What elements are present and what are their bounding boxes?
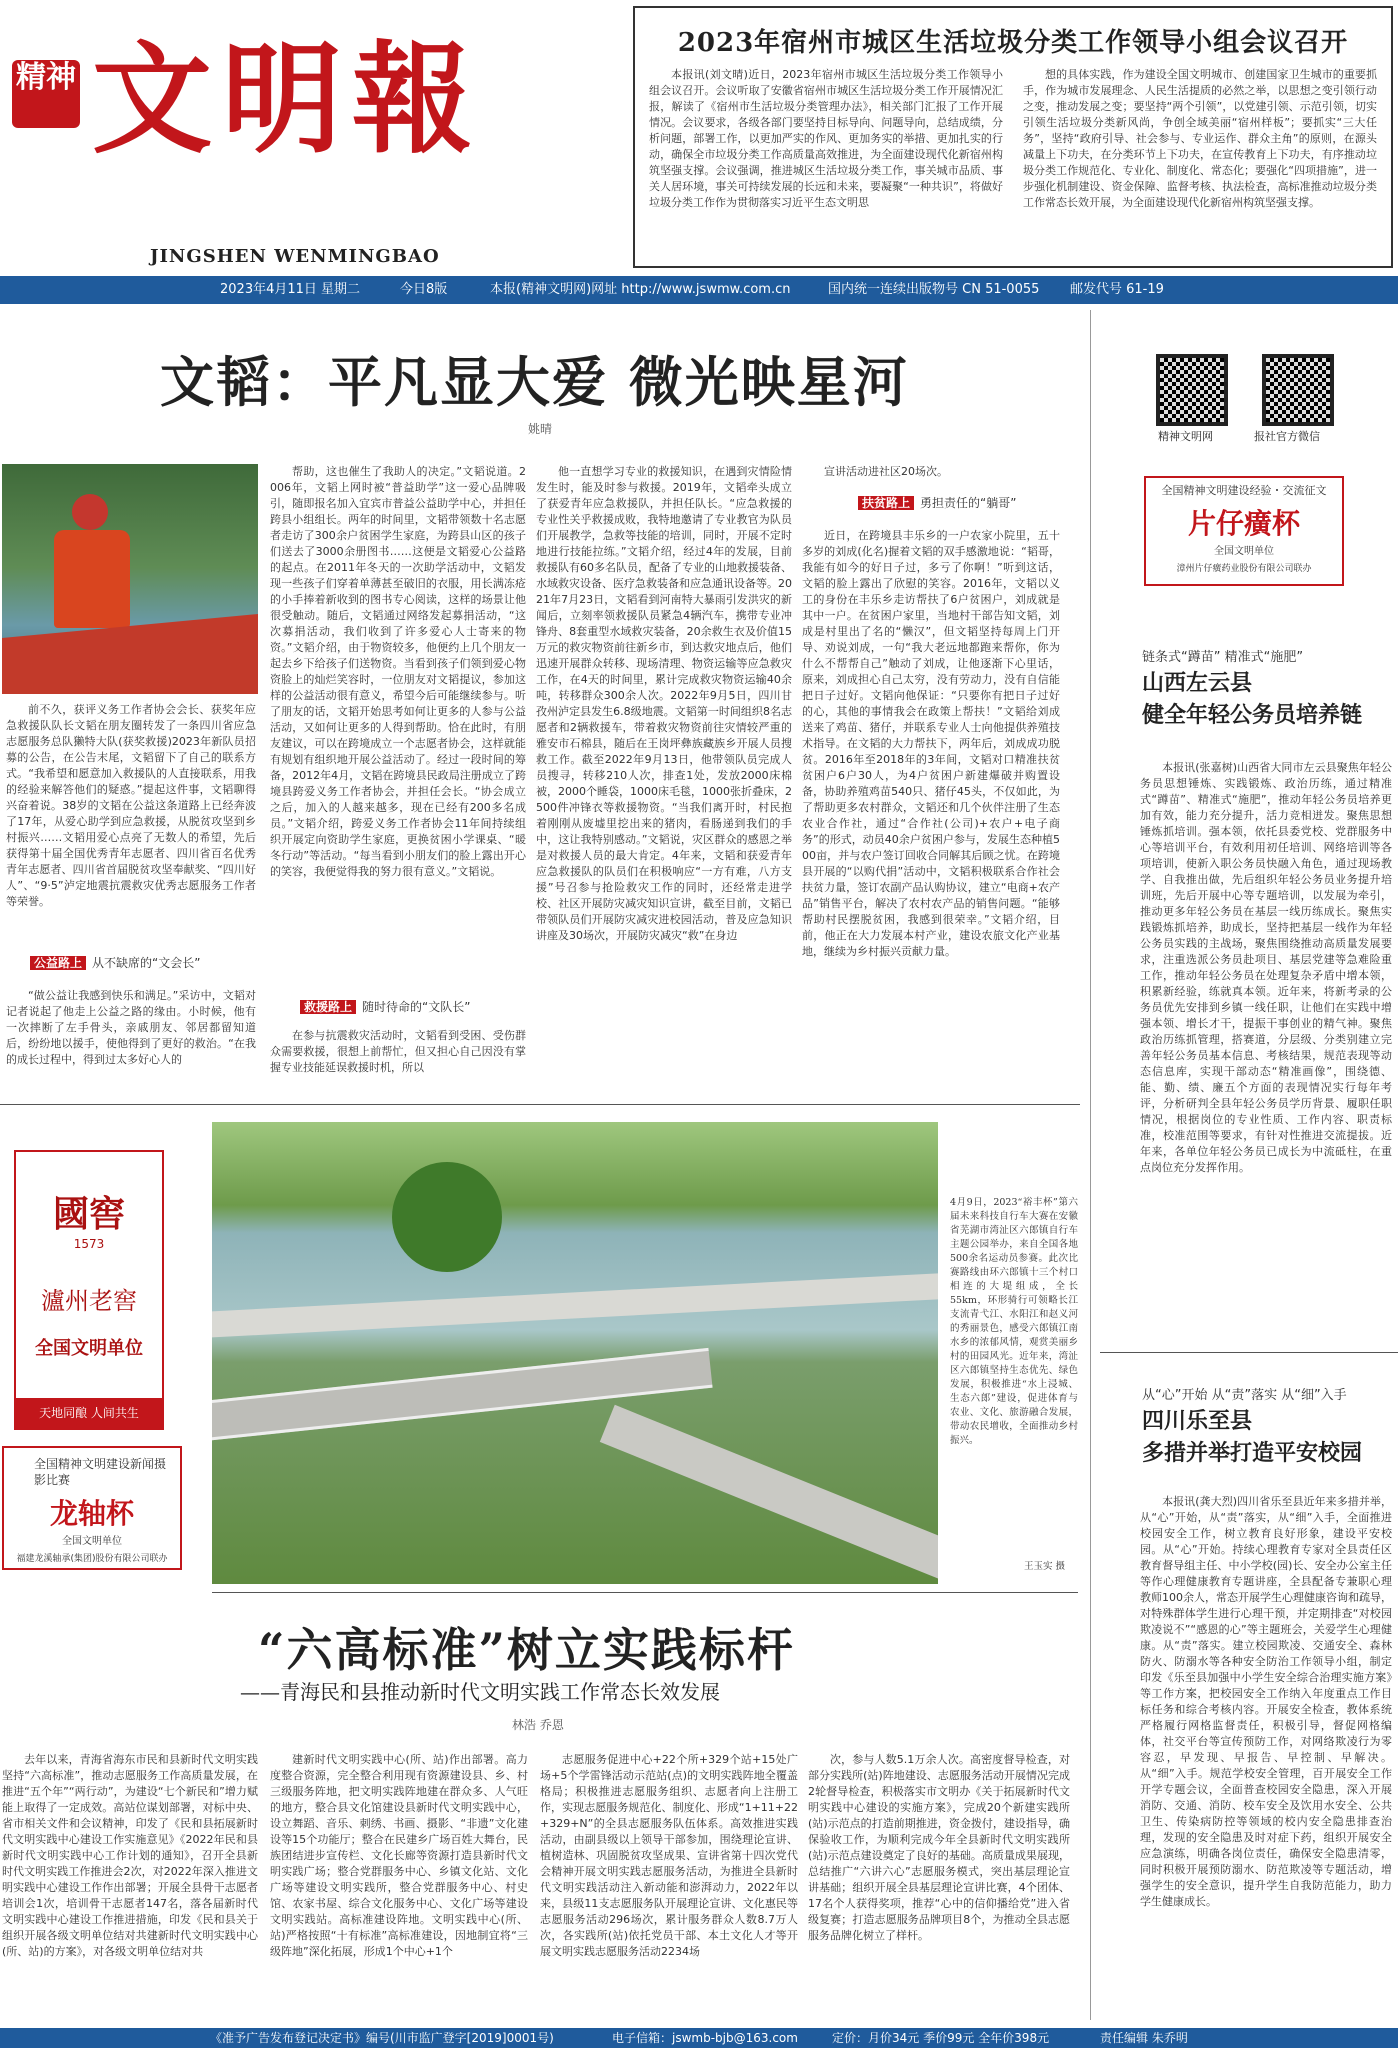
ad-pianzaihuang[interactable] [1144, 476, 1344, 586]
upper-path [212, 1271, 938, 1340]
section-divider-2 [212, 1592, 1078, 1593]
page-count: 今日8版 [400, 282, 448, 297]
main-photo [2, 464, 258, 694]
sub1-heading: 公益路上 从不缺席的“文会长” [30, 954, 200, 972]
sub3-heading: 扶贫路上 勇担责任的“躺哥” [858, 494, 1016, 512]
side-story2-title2: 多措并举打造平安校园 [1142, 1441, 1363, 1466]
issue-date: 2023年4月11日 星期二 [220, 282, 361, 297]
qr-code-wechat[interactable] [1262, 354, 1334, 426]
main-col-4: 宣讲活动进社区20场次。 [824, 465, 948, 478]
qr2-label: 报社官方微信 [1254, 430, 1320, 443]
main-col-4b: 近日，在跨境县丰乐乡的一户农家小院里，五十多岁的刘成(化名)握着文韬的双手感激地说：“韬哥，我能有如今的好日子过，多亏了你啊！”听到这话，文韬的脸上露出了欣慰的笑容。2016年，文韬以义工的身份在丰乐乡走访帮扶了6户贫困户，刘成就是其中一户。在贫困户家里，当地村干部告知文韬，刘成是村里出了名的“懒汉”，但文韬坚持每周上门开导、劝说刘成，一句“我大老远地都跑来帮你，你为什么不帮帮自己”触动了刘成，让他逐渐下心里话，原来，刘成担心自己太穷，没有劳动力，没有自信能把日子过好。文韬向他保证：“只要你有把日子过好的心，其他的事情我会在政策上帮扶！”文韬给刘成送来了鸡苗、猪仔，并联系专业人士向他提供养殖技术指导。在文韬的大力帮扶下，两年后，刘成成功脱贫。2016年至2018年的3年间，文韬对口精准扶贫贫困户6户30人，为4户贫困户新建爆破并购置设备，协助养殖鸡苗540只、猪仔45头，不仅如此，为了帮助更多农村群众，文韬还和几个伙伴注册了生态农业合作社，通过“合作社(公司)+农户+电子商务”的形式，动员40余户贫困户参与，发展生态种植500亩，并与农户签订回收合同解其后顾之忧。在跨境县开展的“以购代捐”活动中，文韬积极联系合作社会扶贫力量，签订农副产品认购协议，建立“电商+农产品”销售平台，解决了农村农产品的销售问题。“能够帮助村民摆脱贫困，我感到很荣幸。”文韬介绍，目前，他正在大力发展本村产业，建设农旅文化产业基地，继续为乡村振兴贡献力量。 [802, 529, 1060, 958]
top-news-title: 2023年宿州市城区生活垃圾分类工作领导小组会议召开 [677, 28, 1349, 58]
ad-longzhou[interactable] [2, 1446, 182, 1570]
qr-code-website[interactable] [1156, 354, 1228, 426]
cycling-photo [212, 1122, 938, 1584]
main-col-3: 他一直想学习专业的救援知识，在遇到灾情险情发生时，能及时参与救援。2019年，文韬牵头成立了获爱青年应急救援队，并担任队长。“应急救援的专业性关乎救援成败，我特地邀请了专业教官为队员们开展教学，急救等技能的培训，同时，开展不定时地进行技能拉练。”文韬介绍，经过4年的发展，目前救援队有60多名队员，配备了专业的山地救援装备、水域救灾设备、医疗急救装备和应急通讯设备等。2021年7月23日，文韬看到河南特大暴雨引发洪灾的新闻后，立刻率领救援队员紧急4辆汽车，携带专业冲锋舟、8套重型水域救灾装备，20余救生衣及价值15万元的救灾物资前往新乡市，到达救灾地点后，他们迅速开展群众转移、现场清理、物资运输等应急救灾工作，在4天的时间里，累计完成救灾物资运输40余吨，转移群众300余人次。2022年9月5日，四川甘孜州泸定县发生6.8级地震。文韬第一时间组织8名志愿者和2辆救援车，带着救灾物资前往灾情较严重的雅安市石棉县，随后在王岗坪彝族藏族乡开展人员搜救工作。截至2022年9月13日，他带领队员完成人员搜寻，转移210人次，排查1处，发放2000床棉被，2000个睡袋，1000床毛毯，1000张折叠床，2500件冲锋衣等救援物资。“当我们离开时，村民抱着刚刚从废墟里挖出来的猪肉，看肠递到我们的手中，这让我特别感动。”文韬说，灾区群众的感恩之举是对救援人员的最大肯定。4年来，文韬和获爱青年应急救援队的队员们在积极响应“一方有难，八方支援”号召参与抢险救灾工作的同时，还经常走进学校、社区开展防灾减灾知识宣讲，截至目前，文韬已带领队员们开展防灾减灾进校园活动，普及应急知识讲座及30场次，开展防灾减灾“救”在身边 [536, 465, 792, 942]
ad-guojiao[interactable] [14, 1150, 164, 1430]
rescuer-helmet [72, 494, 108, 530]
ad2-unit: 全国文明单位 [35, 1338, 143, 1359]
ad2-year: 1573 [73, 1237, 105, 1251]
sidebar-rule [1090, 310, 1091, 2020]
top-news-col-1: 本报讯(刘文晴)近日，2023年宿州市城区生活垃圾分类工作领导小组会议召开。会议听取了安徽省宿州市城区生活垃圾分类工作开展情况汇报，解读了《宿州市生活垃圾分类管理办法》，相关部门汇报了工作开展情况。会议要求，各级各部门要坚持目标导向、问题导向，总结成绩，分析问题，部署工作，以更加严实的作风、更加务实的举措、更加扎实的行动，确保全市垃圾分类工作高质量高效推进，为全面建设现代化新宿州构筑坚强支撑。会议强调，推进城区生活垃圾分类工作，事关城市品质、事关人居环境，事关可持续发展的长远和未来，要凝聚“一种共识”，将做好垃圾分类工作作为贯彻落实习近平生态文明思 [649, 68, 1003, 209]
footer-license: 《准予广告发布登记决定书》编号(川市监广登字[2019]0001号) [210, 2031, 554, 2045]
side-story1-kicker: 链条式“蹲苗” 精准式“施肥” [1142, 650, 1304, 665]
side-story2-kicker: 从“心”开始 从“责”落实 从“细”入手 [1142, 1388, 1347, 1403]
ad2-brand: 國窖 [52, 1193, 125, 1235]
second-subtitle: ——青海民和县推动新时代文明实践工作常态长效发展 [240, 1680, 720, 1704]
main-col-1: 前不久，获评义务工作者协会会长、获奖年应急救援队队长文韬在朋友圈转发了一条四川省应急志愿服务总队獭特大队(获奖救援)2023年新队员招募的公告，在公告末尾，文韬留下了自己的联系方式。“我希望和愿意加入救援队的人直接联系，用我的经验来解答他们的疑惑。”提起这件事，文韬聊得兴奋着说。38岁的文韬在公益这条道路上已经奔波了17年，从爱心助学到应急救援，从脱贫攻坚到乡村振兴……文韬用爱心点亮了无数人的希望，先后获得第十届全国优秀青年志愿者、四川省百名优秀青年志愿者、四川省首届脱贫攻坚奉献奖、“四川好人”、“9·5”泸定地震抗震救灾优秀志愿服务工作者等荣誉。 [6, 703, 256, 908]
main-col-2: 帮助，这也催生了我助人的决定。”文韬说道。2006年，文韬上网时被“普益助学”这一爱心品牌吸引，随即报名加入宜宾市普益公益助学中心，并担任跨县小组组长。两年的时间里，文韬带领数十名志愿者走访了300余户贫困学生家庭，为跨县山区的孩子们送去了3000余册图书……这便是文韬爱心公益路的起点。在2011年冬天的一次助学活动中，文韬发现一些孩子们穿着单薄甚至破旧的衣服，用长满冻疮的小手捧着新收到的图书专心阅读，这样的场景让他很受触动。随后，文韬通过网络发起募捐活动，“这次募捐活动，我们收到了许多爱心人士寄来的物资。”文韬介绍，由于物资较多，他便约上几个朋友一起去乡下给孩子们送物资。当看到孩子们领到爱心物资脸上的灿烂笑容时，一位朋友对文韬提议，参加这样的公益活动很有意义，希望今后可能继续参与。听了朋友的话，文韬开始思考如何让更多的人参与公益活动，又如何让更多的人得到帮助。恰在此时，有朋友建议，可以在跨境成立一个志愿者协会，这样就能有规划有组织地开展公益活动了。经过一段时间的筹备，2012年4月，文韬在跨境县民政局注册成立了跨境县跨爱义务工作者协会，并担任会长。“协会成立之后，加入的人越来越多，现在已经有200多名成员。”文韬介绍，跨爱义务工作者协会11年间持续组织开展定向资助学生家庭，更换贫困小学课桌、“暖冬行动”等活动。“每当看到小朋友们的脸上露出开心的笑容，我便觉得我的努力很有意义。”文韬说。 [270, 465, 526, 878]
footer-price: 定价：月价34元 季价99元 全年价398元 [832, 2031, 1050, 2045]
ad2-sub: 瀘州老窖 [41, 1287, 137, 1315]
website[interactable]: 本报(精神文明网)网址 http://www.jswmw.com.cn [490, 282, 791, 297]
photo-credit: 王玉实 摄 [1024, 1561, 1066, 1572]
masthead-logo [12, 60, 80, 128]
main-headline: 文韬：平凡显大爱 微光映星河 [160, 350, 909, 414]
postcode: 邮发代号 61-19 [1070, 282, 1164, 297]
second-col-2: 建新时代文明实践中心(所、站)作出部署。高力度整合资源，完全整合利用现有资源建设县、乡、村三级服务阵地，把文明实践阵地建在群众多、人气旺的地方，整合县文化馆建设县新时代文明实践中心，设立舞蹈、音乐、刺绣、书画、摄影、“非遗”文化建设等15个功能厅；整合在民建乡广场百姓大舞台，民族团结进步宣传栏、文化长廊等资源打造县新时代文明实践广场；整合党群服务中心、乡镇文化站、文化广场等建设文明实践所，整合党群服务中心、村史馆、农家书屋、综合文化服务中心、文化广场等建设文明实践站。高标准建设阵地。文明实践中心(所、站)严格按照“十有标准”高标准建设，因地制宜将“三级阵地”深化拓展，形成1个中心+1个 [270, 1753, 528, 1958]
ad3-top: 全国精神文明建设新闻摄影比赛 [34, 1457, 167, 1487]
section-divider-1 [0, 1104, 1080, 1105]
side-story1-title2: 健全年轻公务员培养链 [1142, 703, 1363, 728]
issn: 国内统一连续出版物号 CN 51-0055 [828, 282, 1040, 297]
top-news-col-2: 想的具体实践，作为建设全国文明城市、创建国家卫生城市的重要抓手，作为城市发展理念、人民生活提质的必然之举，以思想之变引领行动之变，推动发展之变；要坚持“两个引领”，以党建引领、示范引领，切实引领生活垃圾分类新风尚，争创全域美丽“宿州样板”；要抓实“三大任务”，坚持“政府引导、社会参与、专业运作、群众主角”的原则，在源头减量上下功夫，在分类环节上下功夫，在宣传教育上下功夫，有序推动垃圾分类工作规范化、专业化、制度化、常态化；要强化“四项措施”，进一步强化机制建设、资金保障、监督考核、执法检查，高标准推动垃圾分类工作常态长效开展，为全面建设现代化新宿州构筑坚强支撑。 [1023, 68, 1377, 209]
lower-path [600, 1405, 938, 1584]
ad2-slogan: 天地同酿 人间共生 [16, 1398, 162, 1428]
ad1-top: 全国精神文明建设经验・交流征文 [1161, 484, 1327, 497]
sub2-heading: 救援路上 随时待命的“文队长” [300, 998, 470, 1016]
side-story1-body: 本报讯(张嘉树)山西省大同市左云县聚焦年轻公务员思想锤炼、实践锻炼、政治历练，通过精准式“蹲苗”、精准式“施肥”，推动年轻公务员培养更加有效，能力充分提升，活力竞相迸发。聚焦思想锤炼抓培训。强本领，依托县委党校、党群服务中心等培训平台，有效利用初任培训、网络培训等各项培训，使新入职公务员快融入角色，通过现场教学、自我推出做，先后组织年轻公务员业务提升培训班，先后开展中心等专题培训，以发展为牵引，推动更多年轻公务员在基层一线历练成长。聚焦实践锻炼抓培养，助成长，坚持把基层一线作为年轻公务员实践的主战场，聚焦围绕推动高质量发展要求，注重选派公务员赴项目、基层党建等急难险重工作，推动年轻公务员在处理复杂矛盾中增本领，积累新经验，练就真本领。近年来，将新考录的公务员优先安排到乡镇一线任职，让他们在实践中增强本领、增长才干，提振干事创业的精气神。聚焦政治历练抓管理，搭赛道，分层级、分类别建立完善年轻公务员基本信息、考核结果，规范表现等动态信息库，实现干部动态“精准画像”，围绕德、能、勤、绩、廉五个方面的表现情况实行每年考评，分析研判全县年轻公务员学历背景、履职任职情况，根据岗位的专业性质、工作内容、职责标准，校准范围等要求，有针对性推进交流提拔。近年来，各单位年轻公务员已成长为中流砥柱，在重点岗位充分发挥作用。 [1140, 761, 1392, 1174]
side-story1-title1: 山西左云县 [1142, 671, 1253, 696]
ad1-unit: 全国文明单位 [1214, 546, 1274, 557]
masthead-title: 文明報 [92, 29, 482, 170]
ad1-brand: 片仔癀杯 [1187, 507, 1300, 540]
ad3-unit: 全国文明单位 [62, 1536, 122, 1547]
footer-email[interactable]: 电子信箱：jswmb-bjb@163.com [612, 2031, 798, 2045]
qr1-label: 精神文明网 [1158, 430, 1213, 443]
dateline-bar [0, 276, 1398, 304]
boat-hull [2, 614, 258, 694]
ad1-company: 漳州片仔癀药业股份有限公司联办 [1176, 564, 1312, 574]
second-author: 林浩 乔恩 [512, 1718, 564, 1732]
second-col-1: 去年以来，青海省海东市民和县新时代文明实践坚持“六高标准”，推动志愿服务工作高质量发展，在推进“五个年”“两行动”，为建设“七个新民和”增力赋能上取得了一定成效。高站位谋划部署，对标中央、省市相关文件和会议精神，印发了《民和县拓展新时代文明实践中心建设工作实施意见》《2022年民和县新时代文明实践中心工作计划的通知》，召开全县新时代文明实践工作推进会2次，对2022年深入推进文明实践中心建设工作作出部署；开展全县骨干志愿者培训会1次，培训骨干志愿者147名，落各届新时代文明实践中心建设工作推进措施，印发《民和县关于组织开展各级文明单位结对共建新时代文明实践中心(所、站)的方案》，对各级文明单位结对共 [2, 1753, 258, 1958]
main-col-1b: “做公益让我感到快乐和满足。”采访中，文韬对记者说起了他走上公益之路的缘由。小时候，他有一次摔断了左手骨头，亲戚朋友、邻居都留知道后，纷纷地以援手，使他得到了更好的救治。“在我的成长过程中，得到过太多好心人的 [6, 989, 256, 1066]
second-headline: “六高标准”树立实践标杆 [258, 1623, 795, 1677]
masthead-pinyin: JINGSHEN WENMINGBAO [150, 246, 440, 267]
top-news-box [633, 6, 1393, 268]
footer-editor: 责任编辑 朱乔明 [1100, 2031, 1188, 2045]
tree [392, 1162, 502, 1272]
side-divider [1100, 1352, 1398, 1353]
rescuer-vest [54, 530, 130, 628]
ad3-company: 福建龙溪轴承(集团)股份有限公司联办 [16, 1554, 168, 1564]
ad3-brand: 龙轴杯 [49, 1497, 134, 1530]
photo-caption: 4月9日，2023“裕丰杯”第六届未来科技自行车大赛在安徽省芜湖市湾沚区六郎镇自行车主题公园举办，来自全国各地500余名运动员参赛。此次比赛路线由环六郎镇十三个村口相连的大堤组成，全长55km，环形骑行可领略长江支流青弋江、水阳江和赵义河的秀丽景色，感受六郎镇江南水乡的浓郁风情，观赏美丽乡村的田园风光。近年来，湾沚区六郎镇坚持生态优先、绿色发展，积极推进“水上浸城、生态六郎”建设，促进体育与农业、文化、旅游融合发展，带动农民增收，全面推动乡村振兴。 [950, 1197, 1078, 1446]
second-col-3: 志愿服务促进中心+22个所+329个站+15处广场+5个学雷锋活动示范站(点)的文明实践阵地全覆盖格局；积极推进志愿服务组织、志愿者向上注册工作，实现志愿服务规范化、制度化、形成“1+11+22+329+N”的全县志愿服务队伍体系。高效推进实践活动，由副县级以上领导干部参加，围绕理论宣讲、植树造林、巩固脱贫攻坚成果、宣讲省第十四次党代会精神开展文明实践志愿服务活动，为推进全县新时代文明实践活动注入新动能和澎湃动力，2022年以来，县级11支志愿服务队开展理论宣讲、文化惠民等志愿服务活动296场次，累计服务群众人数8.7万人次，各实践所(站)依托党员干部、本土文化人才等开展文明实践志愿服务活动2234场 [540, 1753, 798, 1958]
side-story2-body: 本报讯(龚大烈)四川省乐至县近年来多措并举，从“心”开始，从“责”落实，从“细”入手，全面推进校园安全工作，树立教育良好形象，建设平安校园。从“心”开始。持续心理教育专家对全县责任区教育督导组主任、中小学校(园)长、安全办公室主任等作心理健康教育专题讲座，全县配备专兼职心理教师100余人，常态开展学生心理健康咨询和疏导，对特殊群体学生进行心理干预，并定期排查“对校园欺凌说不”“感恩的心”等主题班会，关爱学生心理健康。从“责”落实。建立校园欺凌、交通安全、森林防火、防溺水等各种安全防治工作领导小组，制定印发《乐至县加强中小学生安全综合治理实施方案》等工作方案，把校园安全工作纳入年度重点工作目标任务和综合考核内容。开展安全检查，教体系统严格履行网格监督责任，积极引导，督促网格编体，社交平台等宣传预防工作，对网络欺凌行为零容忍，早发现、早报告、早控制、早解决。从“细”入手。规范学校安全管理，百开展安全工作开学专题会议，全面普查校园安全隐患，深入开展消防、交通、消防、校车安全及饮用水安全、公共卫生、传染病防控等领域的校内安全隐患排查治理，发现的安全隐患及时对症下药，组织开展安全应急演练，明确各岗位责任，确保安全隐患清零，同时积极开展预防溺水、防范欺凌等专题活动，增强学生的安全意识，提升学生自我防范能力，助力学生健康成长。 [1140, 1495, 1392, 1908]
main-col-2b: 在参与抗震救灾活动时，文韬看到受困、受伤群众需要救援，很想上前帮忙，但又担心自己因没有掌握专业技能延误救援时机，所以 [270, 1029, 526, 1074]
side-story2-title1: 四川乐至县 [1142, 1409, 1253, 1434]
footer-bar [0, 2028, 1398, 2048]
second-col-4: 次，参与人数5.1万余人次。高密度督导检查，对部分实践所(站)阵地建设、志愿服务活动开展情况完成2轮督导检查，积极落实市文明办《关于拓展新时代文明实践中心建设的实施方案》，完成20个新建实践所(站)示范点的打造前期推进，资金拨付，建设指导，确保验收工作，为顺利完成今年全县新时代文明实践所(站)示范点建设奠定了良好的基础。高质量成果展现，总结推广“六讲六心”志愿服务模式，突出基层理论宣讲基础；组织开展全县基层理论宣讲比赛，4个团体、17名个人获得奖项，推荐“心中的信仰播给党”进入省级复赛；打造志愿服务品牌项目8个，为推动全县志愿服务品牌化树立了样杆。 [808, 1753, 1070, 1942]
logo-chars: 精神 [16, 60, 76, 95]
main-author: 姚晴 [528, 422, 553, 436]
